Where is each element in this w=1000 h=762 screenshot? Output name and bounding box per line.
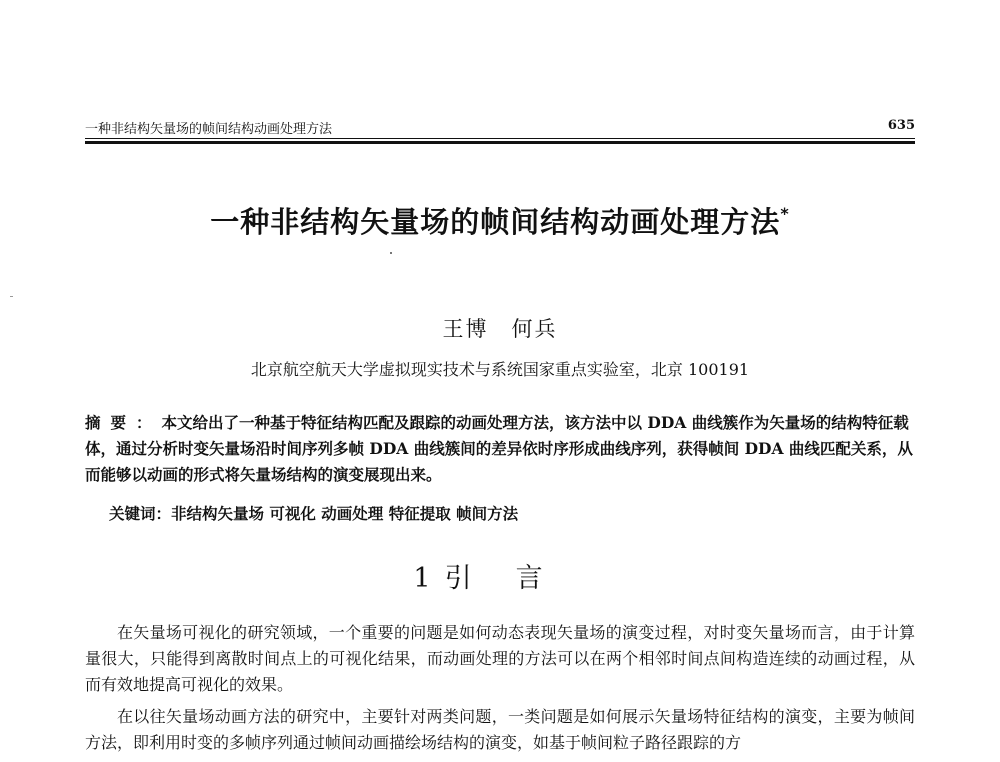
header-rule-thin bbox=[85, 138, 915, 139]
abstract-label: 摘要： bbox=[85, 413, 162, 432]
paragraph: 在以往矢量场动画方法的研究中，主要针对两类问题，一类问题是如何展示矢量场特征结构的演变，主要为帧间方法，即利用时变的多帧序列通过帧间动画描绘场结构的演变，如基于帧间粒子路径跟踪的方 bbox=[85, 707, 915, 752]
abstract-text: 本文给出了一种基于特征结构匹配及跟踪的动画处理方法，该方法中以 DDA 曲线簇作为矢量场的结构特征载体，通过分析时变矢量场沿时间序列多帧 DDA 曲线簇间的差异依时序形成曲线序列，获得帧间 DDA 曲线匹配关系，从而能够以动画的形式将矢量场结构的演变展现出来。 bbox=[85, 413, 913, 484]
abstract bbox=[85, 410, 915, 488]
paper-title bbox=[0, 200, 1000, 241]
section-name: 引言 bbox=[444, 563, 587, 594]
section-number: 1 bbox=[413, 563, 431, 594]
running-header bbox=[85, 118, 915, 136]
title-footnote-mark: * bbox=[780, 204, 790, 224]
paper-title-text: 一种非结构矢量场的帧间结构动画处理方法 bbox=[210, 205, 781, 239]
keywords-label: 关键词： bbox=[109, 504, 172, 523]
keywords bbox=[109, 502, 909, 524]
authors: 王博 何兵 bbox=[442, 317, 558, 341]
page-number: 635 bbox=[887, 118, 915, 133]
header-rule-thick bbox=[85, 141, 915, 144]
section-heading bbox=[0, 556, 1000, 595]
running-title: 一种非结构矢量场的帧间结构动画处理方法 bbox=[85, 122, 333, 137]
affiliation: 北京航空航天大学虚拟现实技术与系统国家重点实验室，北京 100191 bbox=[250, 360, 750, 379]
scan-speck bbox=[10, 296, 13, 297]
scan-speck bbox=[390, 252, 392, 254]
keywords-text: 非结构矢量场 可视化 动画处理 特征提取 帧间方法 bbox=[171, 504, 519, 523]
paragraph: 在矢量场可视化的研究领域，一个重要的问题是如何动态表现矢量场的演变过程，对时变矢量场而言，由于计算量很大，只能得到离散时间点上的可视化结果，而动画处理的方法可以在两个相邻时间点间构造连续的动画过程，从而有效地提高可视化的效果。 bbox=[85, 623, 915, 694]
body-text bbox=[85, 620, 915, 762]
